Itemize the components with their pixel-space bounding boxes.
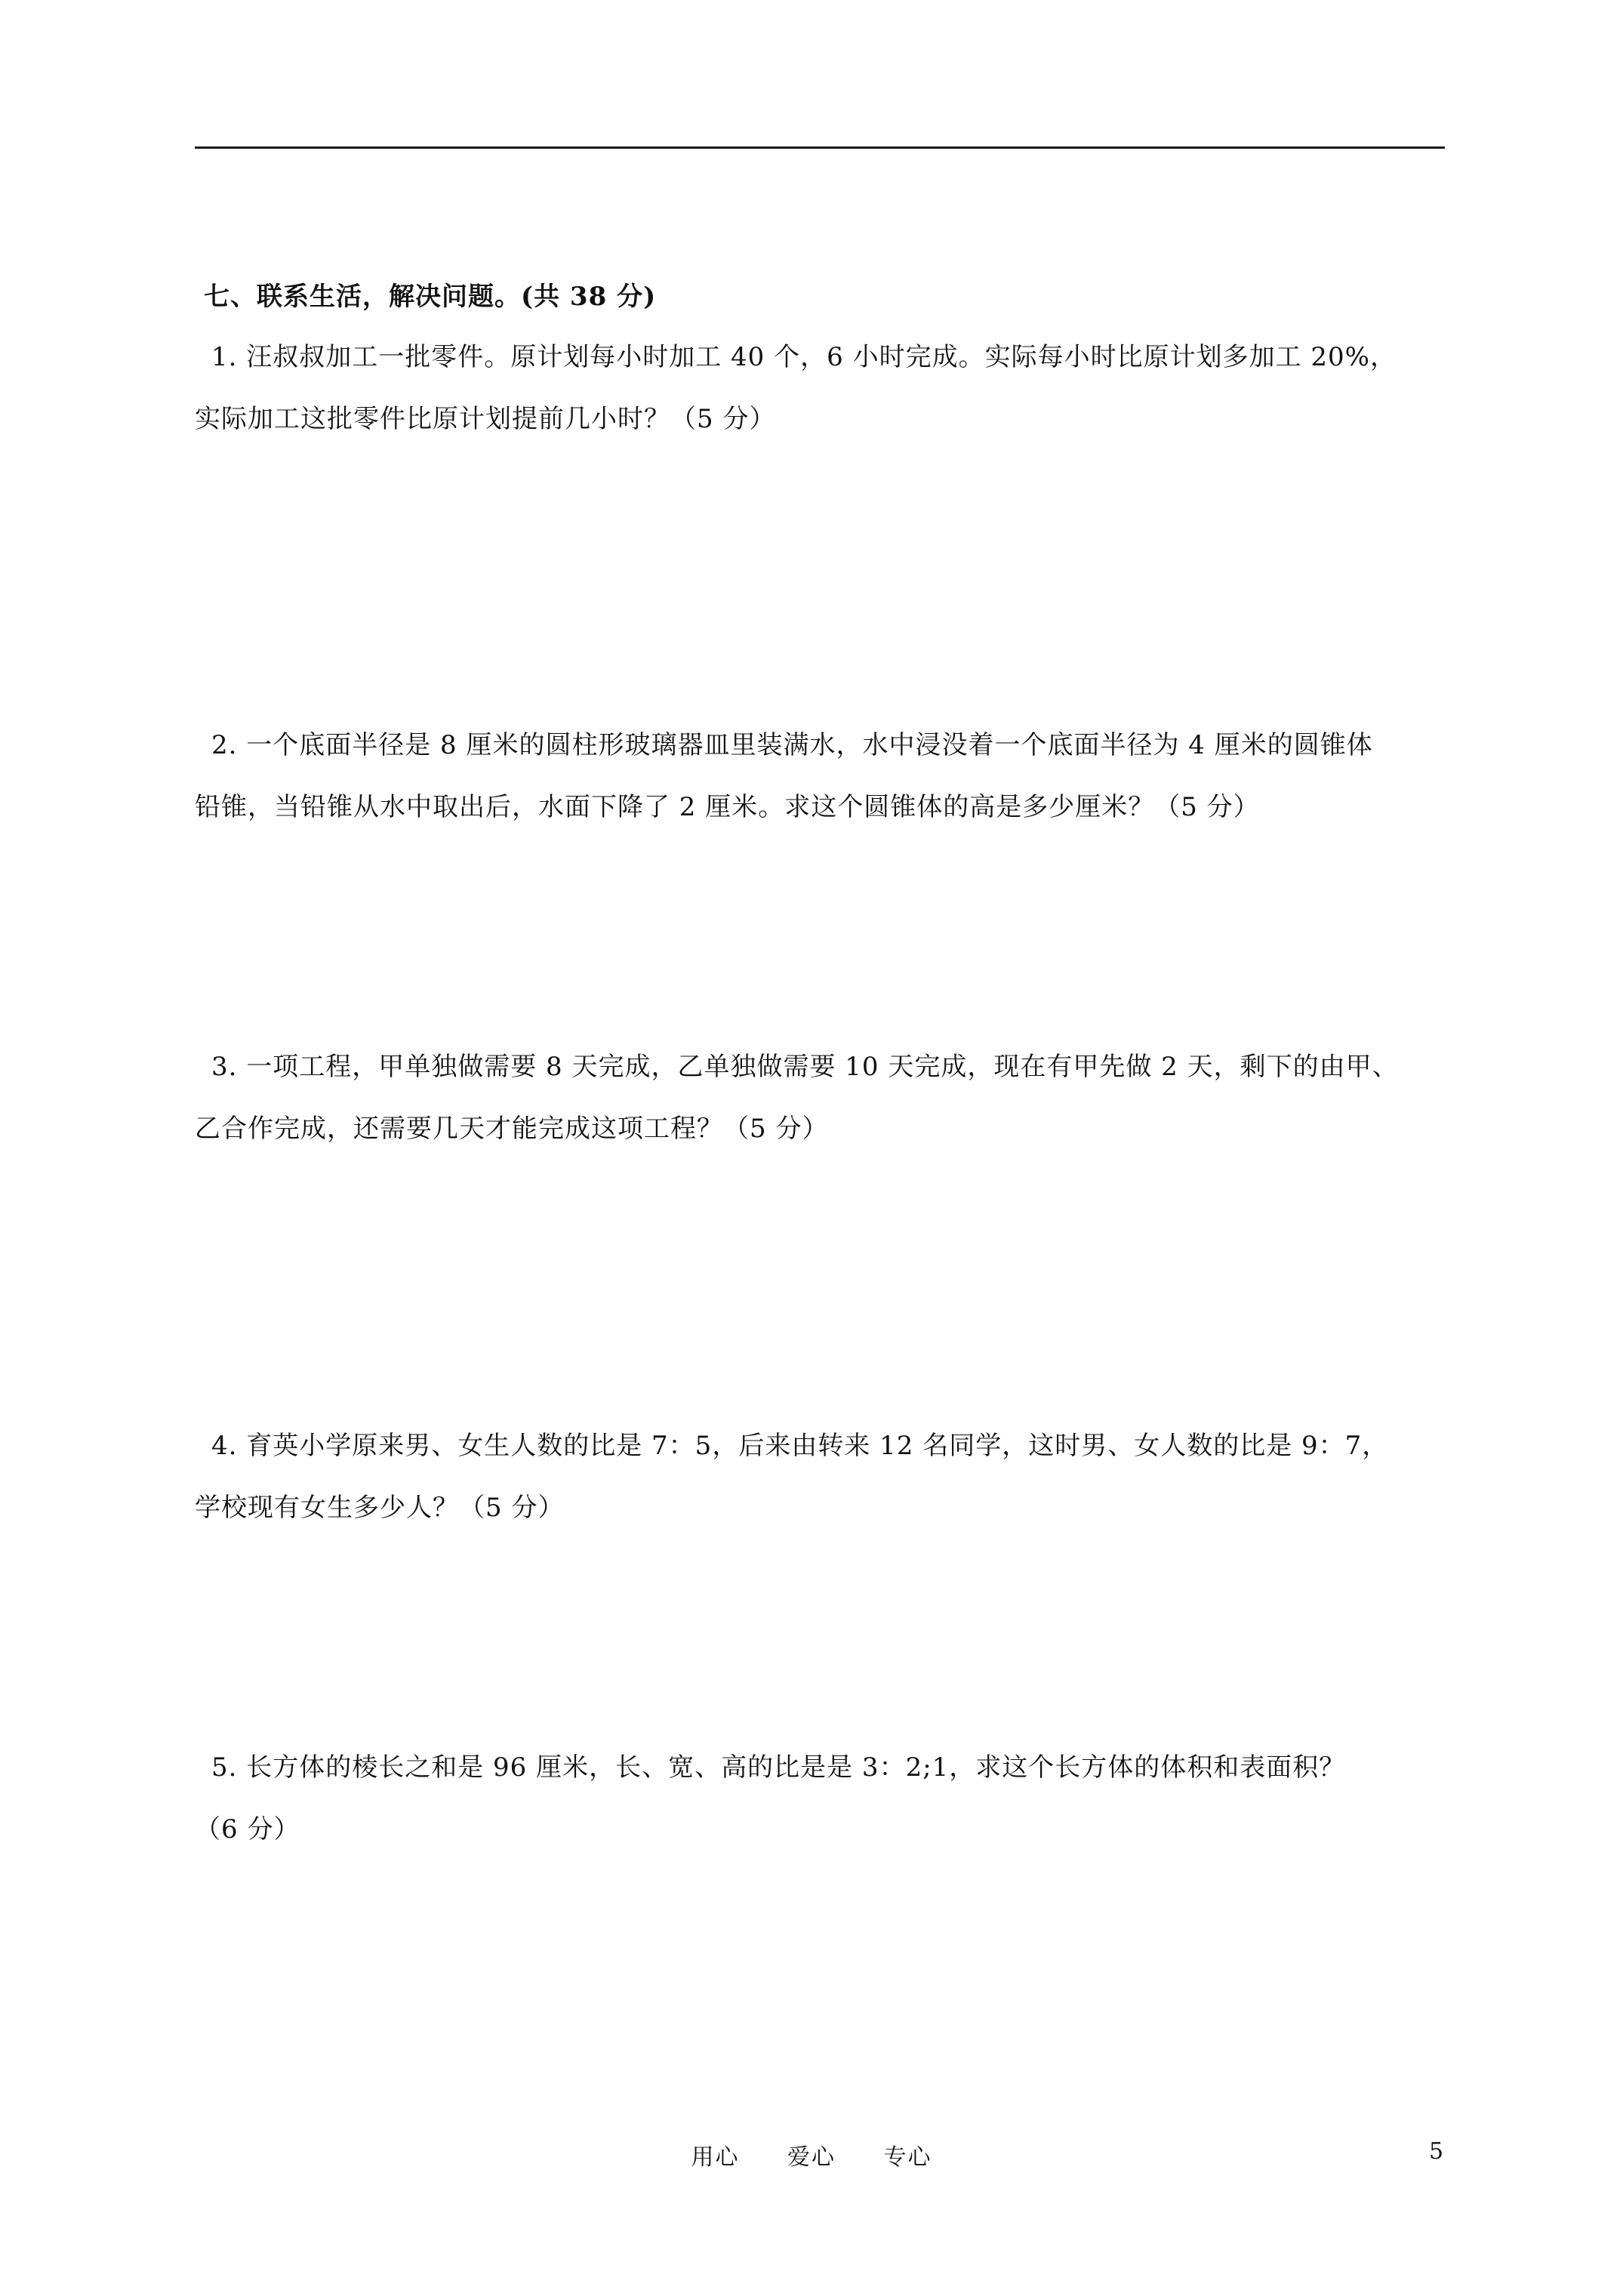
question-2 [195,714,1448,838]
question-3 [195,1036,1448,1160]
question-2-line-2: 铅锥，当铅锥从水中取出后，水面下降了 2 厘米。求这个圆锥体的高是多少厘米？（5 分） [195,792,1260,822]
header-rule [195,146,1445,149]
footer-motto-3: 专心 [883,2144,932,2171]
section-title: 七、联系生活，解决问题。(共 38 分) [204,282,657,312]
footer-motto [0,2138,1623,2171]
question-4-line-1: 4. 育英小学原来男、女生人数的比是 7：5，后来由转来 12 名同学，这时男、女人数的比是 9：7， [211,1431,1389,1461]
question-3-line-2: 乙合作完成，还需要几天才能完成这项工程？（5 分） [195,1114,829,1144]
question-5 [195,1737,1448,1860]
page-number: 5 [1429,2138,1444,2165]
footer-motto-2: 爱心 [787,2144,836,2171]
question-4-line-2: 学校现有女生多少人？（5 分） [195,1493,565,1523]
question-1-line-1: 1. 汪叔叔加工一批零件。原计划每小时加工 40 个，6 小时完成。实际每小时比原计划多加工 20%， [211,342,1397,372]
question-2-line-1: 2. 一个底面半径是 8 厘米的圆柱形玻璃器皿里装满水，水中浸没着一个底面半径为 4 厘米的圆锥体 [211,730,1373,760]
question-4 [195,1415,1448,1539]
question-5-line-1: 5. 长方体的棱长之和是 96 厘米，长、宽、高的比是是 3：2;1，求这个长方体的体积和表面积？ [211,1752,1346,1783]
question-5-line-2: （6 分） [195,1814,300,1845]
footer-motto-1: 用心 [691,2144,740,2171]
question-1 [195,326,1448,450]
question-3-line-1: 3. 一项工程，甲单独做需要 8 天完成，乙单独做需要 10 天完成，现在有甲先做 2 天，剩下的由甲、 [211,1052,1399,1082]
question-1-line-2: 实际加工这批零件比原计划提前几小时？（5 分） [195,404,776,434]
